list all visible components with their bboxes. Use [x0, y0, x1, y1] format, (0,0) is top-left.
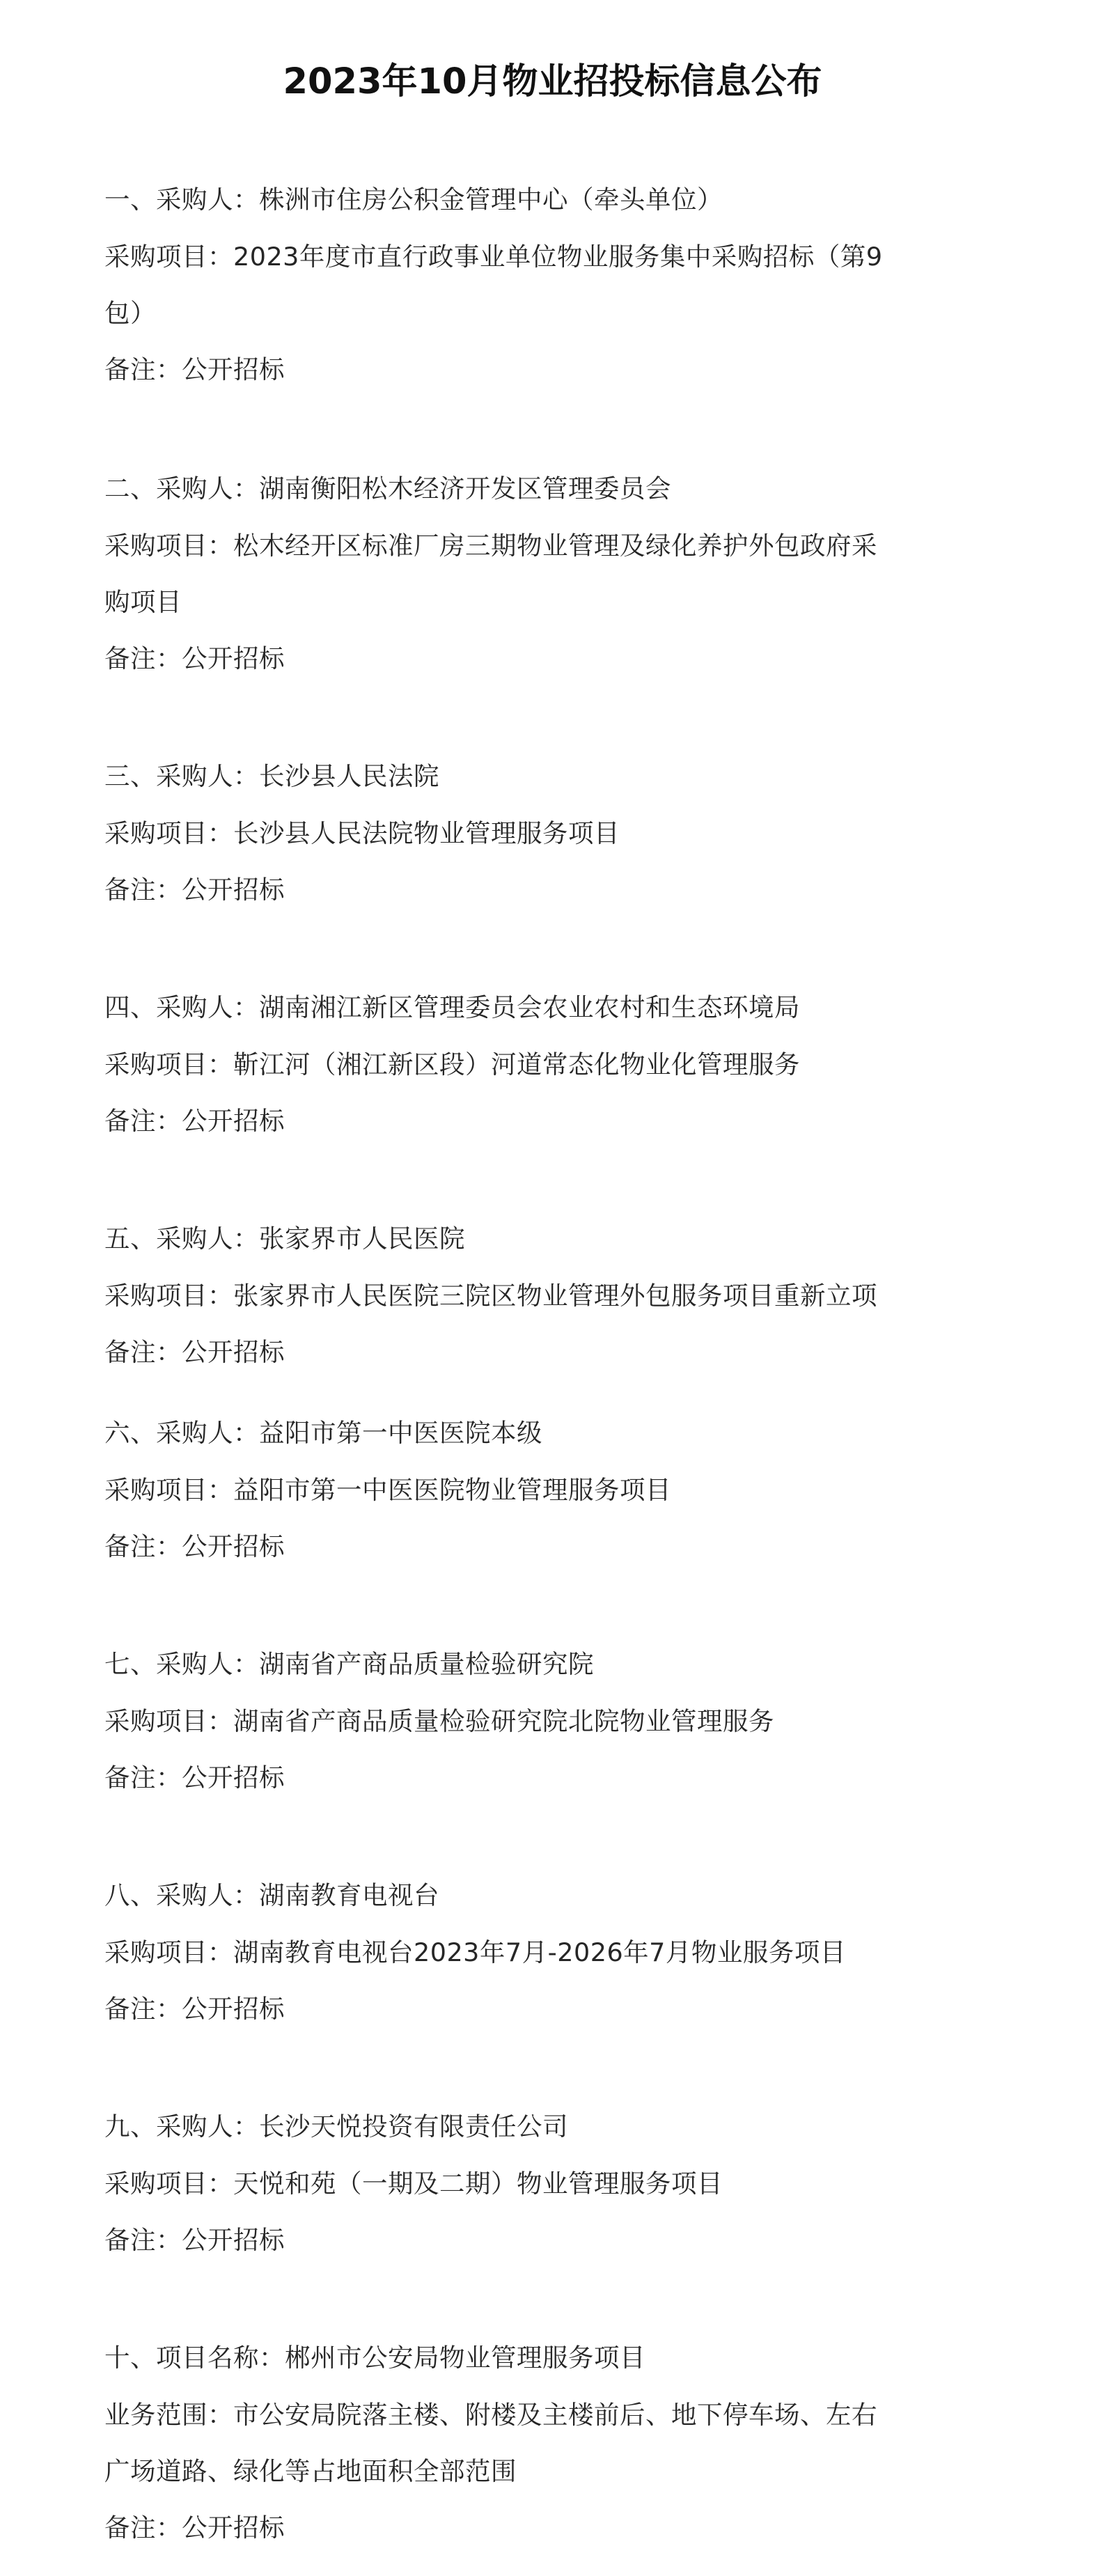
entry-1-purchaser: 一、采购人：株洲市住房公积金管理中心（牵头单位）	[104, 185, 723, 214]
entry-8-project: 采购项目：湖南教育电视台2023年7月-2026年7月物业服务项目	[104, 1937, 846, 1967]
entry-1-note: 备注：公开招标	[104, 354, 285, 384]
entry-1-project-cont: 包）	[104, 298, 156, 328]
entry-10-project-name: 十、项目名称：郴州市公安局物业管理服务项目	[104, 2343, 645, 2373]
entry-2-purchaser: 二、采购人：湖南衡阳松木经济开发区管理委员会	[104, 474, 671, 504]
entry-8-purchaser: 八、采购人：湖南教育电视台	[104, 1880, 439, 1910]
entry-7-note: 备注：公开招标	[104, 1763, 285, 1793]
entry-5-project: 采购项目：张家界市人民医院三院区物业管理外包服务项目重新立项	[104, 1281, 877, 1311]
document-title: 2023年10月物业招投标信息公布	[283, 61, 822, 102]
entry-5-purchaser: 五、采购人：张家界市人民医院	[104, 1224, 465, 1254]
entry-3-note: 备注：公开招标	[104, 875, 285, 905]
entry-9-purchaser: 九、采购人：长沙天悦投资有限责任公司	[104, 2111, 568, 2141]
entry-9-project: 采购项目：天悦和苑（一期及二期）物业管理服务项目	[104, 2169, 723, 2199]
entry-6-note: 备注：公开招标	[104, 1531, 285, 1561]
entry-10-note: 备注：公开招标	[104, 2513, 285, 2543]
entry-6-purchaser: 六、采购人：益阳市第一中医医院本级	[104, 1418, 542, 1448]
entry-3-project: 采购项目：长沙县人民法院物业管理服务项目	[104, 818, 620, 848]
entry-3-purchaser: 三、采购人：长沙县人民法院	[104, 761, 439, 791]
entry-8-note: 备注：公开招标	[104, 1994, 285, 2024]
entry-9-note: 备注：公开招标	[104, 2225, 285, 2255]
entry-7-project: 采购项目：湖南省产商品质量检验研究院北院物业管理服务	[104, 1706, 774, 1736]
entry-4-note: 备注：公开招标	[104, 1106, 285, 1136]
entry-10-scope: 业务范围：市公安局院落主楼、附楼及主楼前后、地下停车场、左右	[104, 2400, 877, 2430]
entry-7-purchaser: 七、采购人：湖南省产商品质量检验研究院	[104, 1649, 594, 1679]
entry-2-note: 备注：公开招标	[104, 643, 285, 673]
entry-4-purchaser: 四、采购人：湖南湘江新区管理委员会农业农村和生态环境局	[104, 992, 800, 1022]
entry-1-project: 采购项目：2023年度市直行政事业单位物业服务集中采购招标（第9	[104, 242, 883, 272]
entry-6-project: 采购项目：益阳市第一中医医院物业管理服务项目	[104, 1475, 671, 1505]
entry-4-project: 采购项目：靳江河（湘江新区段）河道常态化物业化管理服务	[104, 1049, 800, 1079]
entry-2-project-cont: 购项目	[104, 587, 182, 617]
entry-10-scope-cont: 广场道路、绿化等占地面积全部范围	[104, 2456, 517, 2486]
entry-5-note: 备注：公开招标	[104, 1337, 285, 1367]
entry-2-project: 采购项目：松木经开区标准厂房三期物业管理及绿化养护外包政府采	[104, 531, 877, 561]
